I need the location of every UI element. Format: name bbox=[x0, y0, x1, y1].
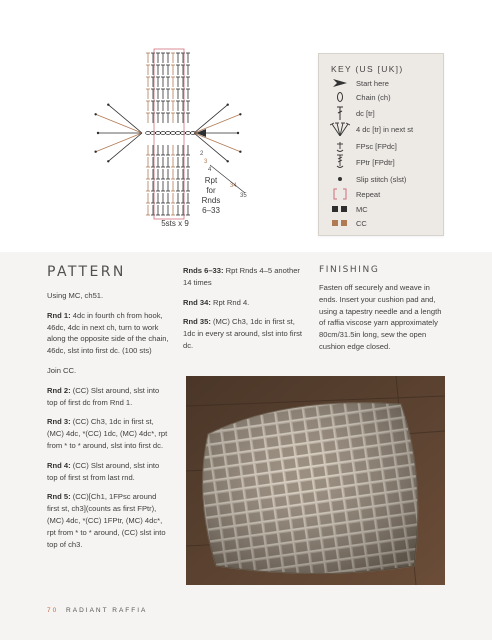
radiating-stitch bbox=[108, 105, 142, 133]
radiating-stitch bbox=[108, 133, 142, 161]
four-dc-fan-icon bbox=[329, 122, 351, 136]
key-item: MC bbox=[329, 202, 441, 216]
pattern-heading: PATTERN bbox=[47, 264, 126, 280]
round-number: 34 bbox=[230, 183, 237, 189]
round-number: 2 bbox=[200, 151, 204, 157]
repeat-stitch-count: 5sts x 9 bbox=[161, 219, 189, 228]
stitch-end-dot bbox=[107, 160, 109, 162]
chain-stitch bbox=[156, 131, 161, 134]
start-arrow-icon bbox=[329, 76, 351, 90]
chain-stitch bbox=[166, 131, 171, 134]
stitch-end-dot bbox=[237, 132, 239, 134]
radiating-stitch bbox=[194, 133, 240, 152]
radiating-stitch bbox=[194, 133, 228, 161]
mc-swatch-icon bbox=[329, 202, 351, 216]
stitch-end-dot bbox=[239, 151, 241, 153]
chain-stitch bbox=[176, 131, 181, 134]
pattern-column-1 bbox=[47, 290, 169, 558]
chain-stitch bbox=[186, 131, 191, 134]
key-item: FPsc [FPdc] bbox=[329, 139, 441, 153]
page-number: 70 bbox=[47, 607, 59, 614]
fpsc-symbol-icon bbox=[329, 139, 351, 153]
stitch-key bbox=[318, 53, 444, 236]
crochet-chart bbox=[70, 45, 270, 225]
cc-swatch-icon bbox=[329, 216, 351, 230]
key-title: KEY (US [UK]) bbox=[331, 64, 404, 74]
stitch-end-dot bbox=[94, 113, 96, 115]
pattern-column-2 bbox=[183, 265, 303, 360]
radiating-stitch bbox=[194, 114, 240, 133]
stitch-end-dot bbox=[227, 104, 229, 106]
book-title: RADIANT RAFFIA bbox=[66, 607, 148, 614]
stitch-end-dot bbox=[97, 132, 99, 134]
radiating-stitch bbox=[194, 105, 228, 133]
fptr-symbol-icon bbox=[329, 155, 351, 169]
finishing-text: Fasten off securely and weave in ends. Insert your cushion pad and, using a tapestry needle and a length of raffia viscose yarn approximately 80cm/31.5in long, sew the open cushion edge closed. bbox=[319, 283, 442, 351]
chain-stitch bbox=[181, 131, 186, 134]
stitch-end-dot bbox=[227, 160, 229, 162]
key-item: Chain (ch) bbox=[329, 90, 441, 104]
pattern-intro: Using MC, ch51. bbox=[47, 291, 104, 300]
slip-stitch-dot-icon bbox=[329, 172, 351, 186]
round-number: 3 bbox=[204, 159, 208, 165]
page-footer bbox=[47, 607, 147, 614]
round-paragraph: Rnd 34: Rpt Rnd 4. bbox=[183, 297, 250, 307]
key-item: FPtr [FPdtr] bbox=[329, 155, 441, 169]
round-paragraph: Rnd 3: (CC) Ch3, 1dc in first st, (MC) 4dc, *(CC) 1dc, (MC) 4dc*, rpt from * to * around, slst into first dc. bbox=[47, 417, 168, 450]
round-paragraph: Rnd 5: (CC)[Ch1, 1FPsc around first st, ch3](counts as first FPtr), (MC) 4dc, *(CC) 1FPtr, (MC) 4dc*, rpt from * to * around, (CC) slst into top of ch3. bbox=[47, 492, 166, 549]
chain-stitch bbox=[151, 131, 156, 134]
stitch-end-dot bbox=[94, 151, 96, 153]
stitch-end-dot bbox=[107, 104, 109, 106]
finishing-heading: FINISHING bbox=[319, 265, 380, 275]
repeat-bracket-icon bbox=[329, 187, 351, 201]
repeat-rounds-note: Rpt for Rnds 6–33 bbox=[201, 176, 221, 215]
key-item: Slip stitch (slst) bbox=[329, 172, 441, 186]
round-number: 35 bbox=[240, 193, 247, 199]
round-number: 4 bbox=[208, 167, 212, 173]
dc-symbol-icon bbox=[329, 106, 351, 120]
key-item: 4 dc [tr] in next st bbox=[329, 122, 441, 136]
round-paragraph: Rnd 2: (CC) Slst around, slst into top of first dc from Rnd 1. bbox=[47, 385, 160, 407]
round-paragraph: Join CC. bbox=[47, 365, 77, 375]
radiating-stitch bbox=[96, 114, 142, 133]
round-paragraph: Rnd 4: (CC) Slst around, slst into top of first st from last rnd. bbox=[47, 460, 160, 482]
key-item: Repeat bbox=[329, 187, 441, 201]
stitch-end-dot bbox=[239, 113, 241, 115]
chain-stitch bbox=[146, 131, 151, 134]
radiating-stitch bbox=[96, 133, 142, 152]
chain-stitch bbox=[171, 131, 176, 134]
key-item: CC bbox=[329, 216, 441, 230]
key-item: Start here bbox=[329, 76, 441, 90]
round-paragraph: Rnd 1: 4dc in fourth ch from hook, 46dc, 4dc in next ch, turn to work along the opposite side of the chain, 46dc, slst into first dc. (100 sts) bbox=[47, 310, 169, 356]
chain-stitch bbox=[161, 131, 166, 134]
key-item: dc [tr] bbox=[329, 106, 441, 120]
round-paragraph: Rnd 35: (MC) Ch3, 1dc in first st, 1dc in every st around, slst into first dc. bbox=[183, 317, 303, 350]
chain-oval-icon bbox=[329, 90, 351, 104]
cushion-photo bbox=[186, 376, 445, 585]
round-paragraph: Rnds 6–33: Rpt Rnds 4–5 another 14 times bbox=[183, 266, 300, 287]
